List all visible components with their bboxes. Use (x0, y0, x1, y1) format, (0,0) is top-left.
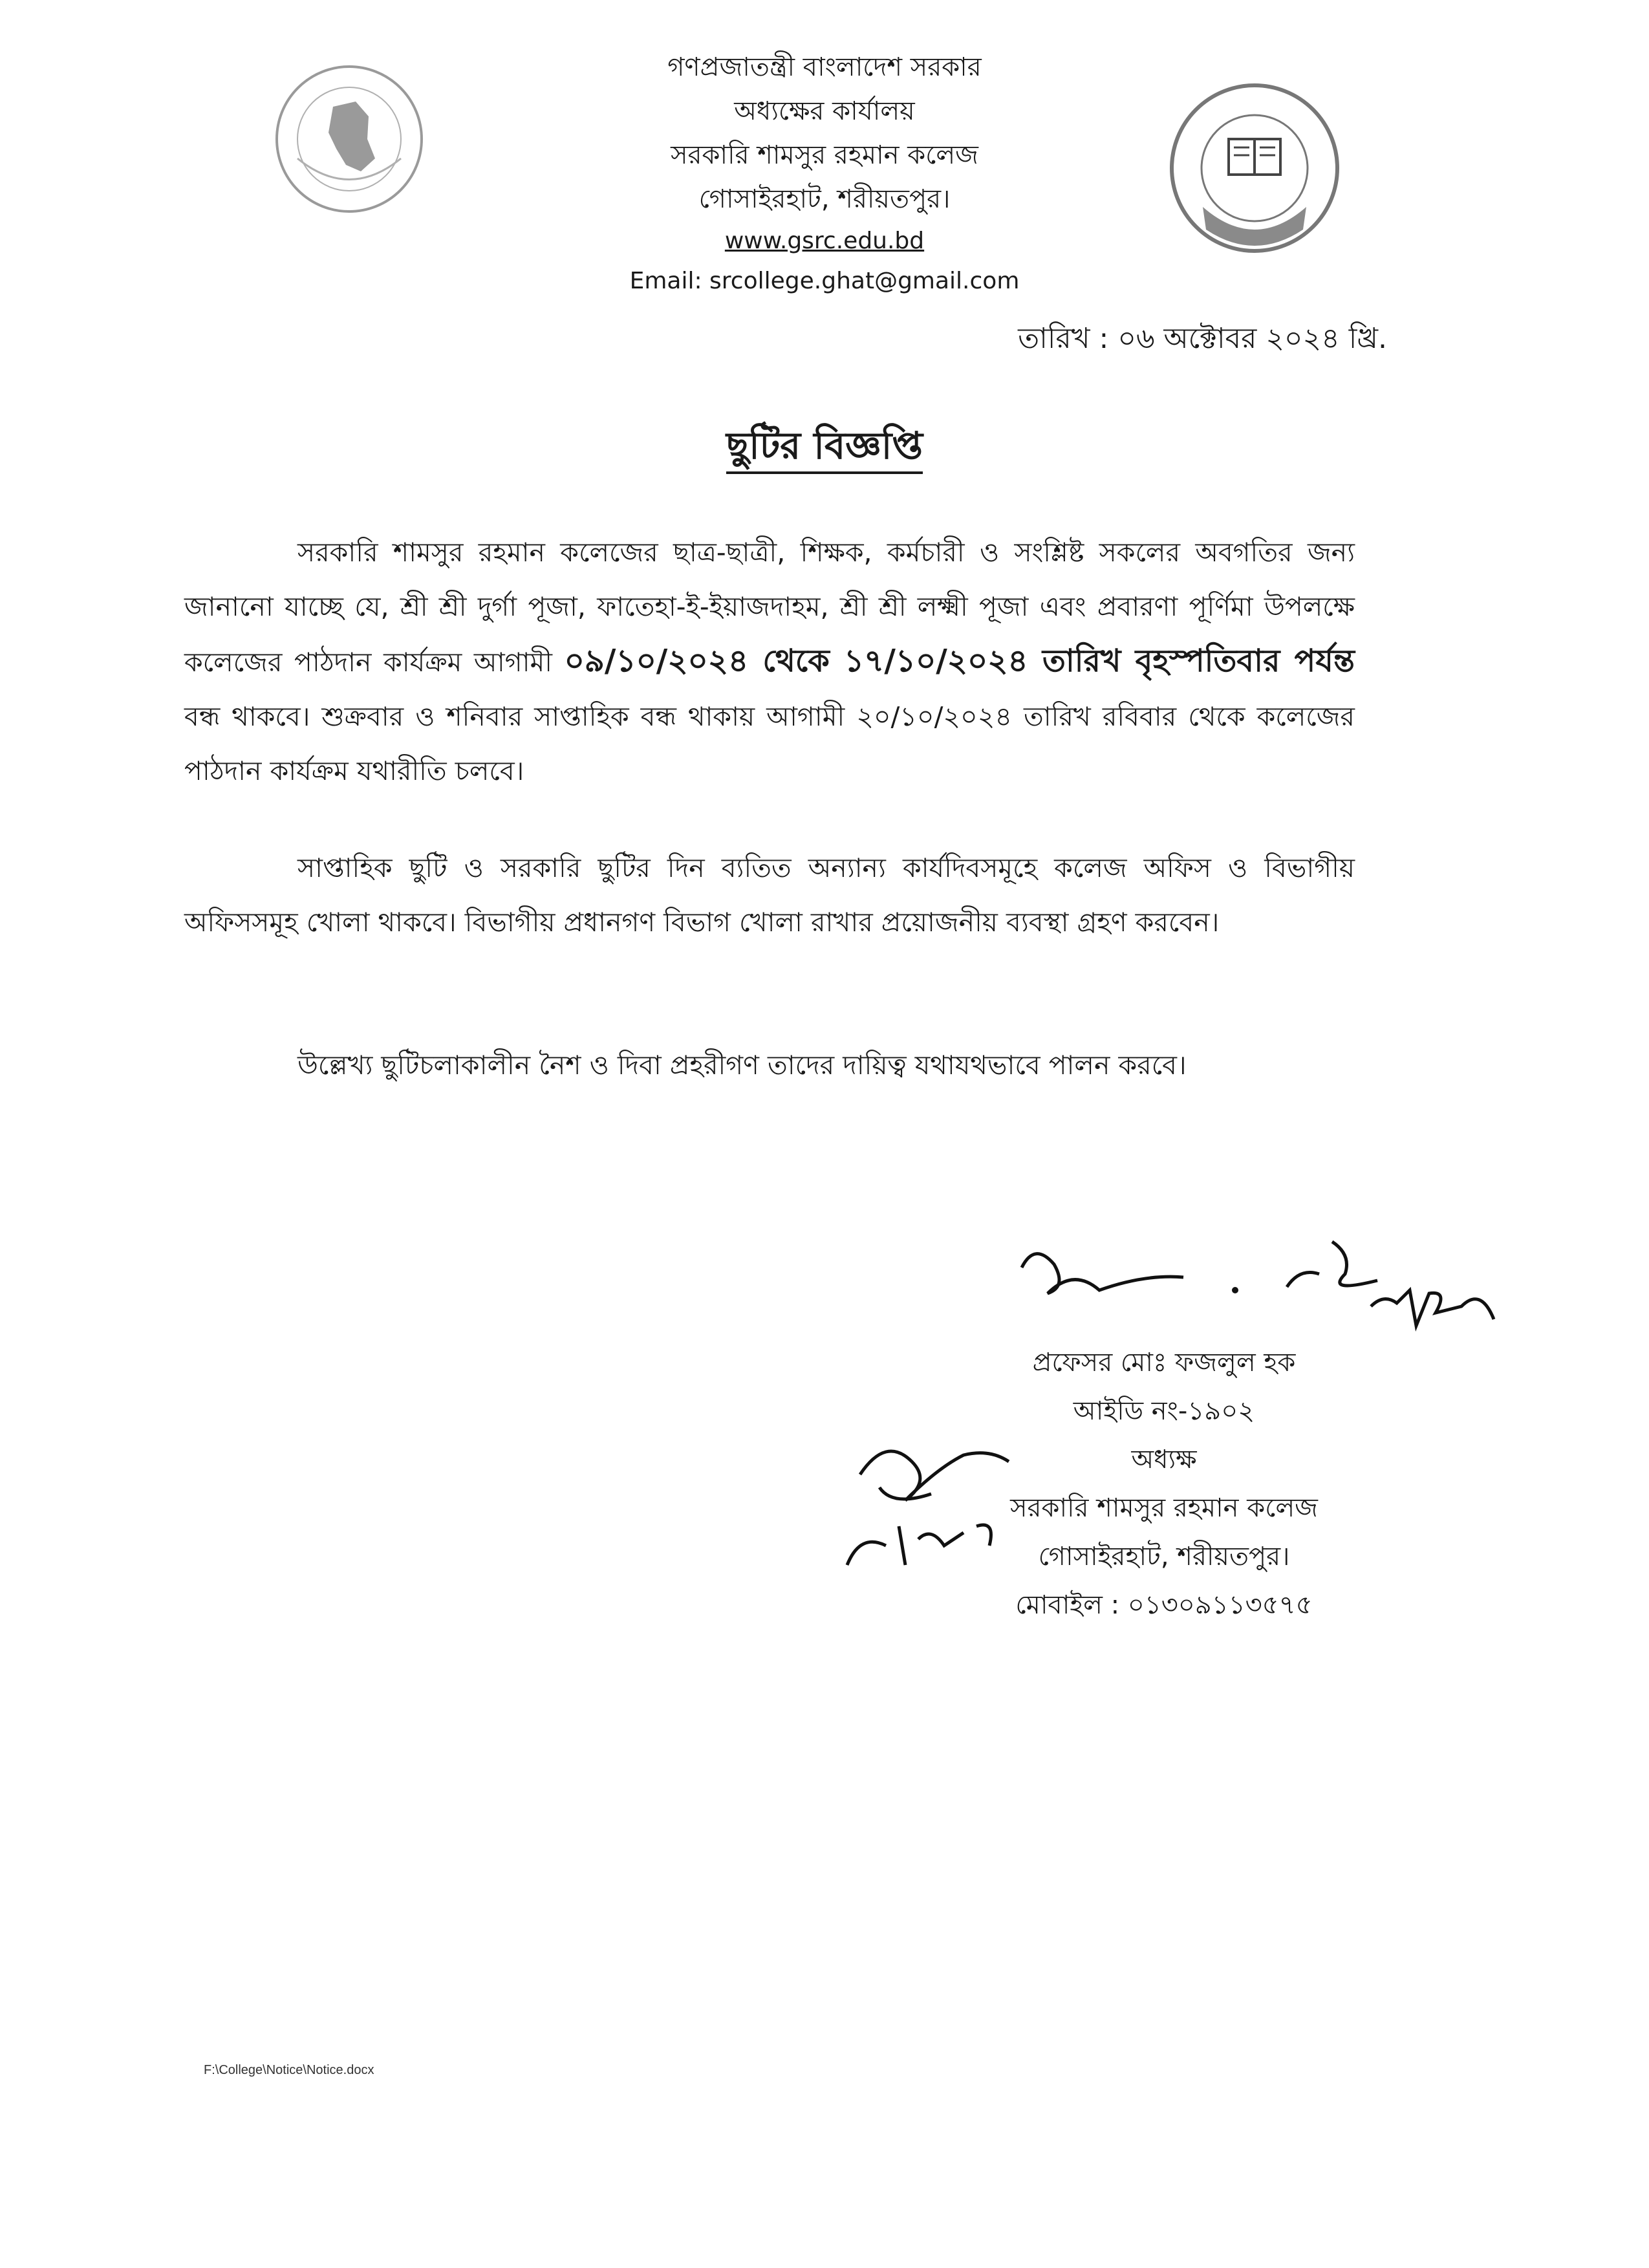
website-link[interactable]: www.gsrc.edu.bd (724, 228, 925, 254)
college-logo-book-icon (1164, 78, 1345, 259)
office-name: অধ্যক্ষের কার্যালয় (734, 96, 915, 126)
college-name: সরকারি শামসুর রহমান কলেজ (671, 140, 978, 170)
holiday-range-highlight: ০৯/১০/২০২৪ থেকে ১৭/১০/২০২৪ তারিখ বৃহস্পতিবার পর্যন্ত (564, 643, 1355, 679)
notice-title-text: ছুটির বিজ্ঞপ্তি (726, 424, 923, 474)
paragraph-guards-duty (184, 1038, 1355, 1092)
email-text: Email: srcollege.ghat@gmail.com (629, 268, 1020, 294)
signatory-id: আইডি নং-১৯০২ (1073, 1396, 1255, 1426)
paragraph3-text: উল্লেখ্য ছুটিচলাকালীন নৈশ ও দিবা প্রহরীগণ তাদের দায়িত্ব যথাযথভাবে পালন করবে। (297, 1050, 1187, 1081)
signatory-address: গোসাইরহাট, শরীয়তপুর। (1038, 1542, 1290, 1571)
letterhead (0, 45, 1649, 301)
file-path: F:\College\Notice\Notice.docx (204, 2063, 374, 2077)
notice-title (0, 417, 1649, 480)
paragraph1-part1: সরকারি শামসুর রহমান কলেজের ছাত্র-ছাত্রী, শিক্ষক, কর্মচারী ও সংশ্লিষ্ট সকলের অবগতির জন্য জানানো যাচ্ছে যে, শ্রী শ্রী দুর্গা পূজা, ফাতেহা-ই-ইয়াজদাহম, শ্রী শ্রী লক্ষ্মী পূজা এবং প্রবারণা পূর্ণিমা উপলক্ষে কলেজের পাঠদান কার্যক্রম আগামী (184, 537, 1355, 678)
govt-name: গণপ্রজাতন্ত্রী বাংলাদেশ সরকার (667, 52, 982, 82)
college-address: গোসাইরহাট, শরীয়তপুর। (698, 184, 951, 214)
bangladesh-government-seal-icon (272, 61, 427, 217)
paragraph1-part2: বন্ধ থাকবে। শুক্রবার ও শনিবার সাপ্তাহিক বন্ধ থাকায় আগামী ২০/১০/২০২৪ তারিখ রবিবার থেকে কলেজের পাঠদান কার্যক্রম যথারীতি চলবে। (184, 701, 1355, 786)
signatory-institution: সরকারি শামসুর রহমান কলেজ (1010, 1493, 1318, 1523)
paragraph2-text: সাপ্তাহিক ছুটি ও সরকারি ছুটির দিন ব্যতিত অন্যান্য কার্যদিবসমূহে কলেজ অফিস ও বিভাগীয় অফিসসমূহ খোলা থাকবে। বিভাগীয় প্রধানগণ বিভাগ খোলা রাখার প্রয়োজনীয় ব্যবস্থা গ্রহণ করবেন। (184, 852, 1355, 938)
paragraph-office-open (184, 841, 1355, 949)
notice-date: তারিখ : ০৬ অক্টোবর ২০২৪ খ্রি. (1018, 322, 1387, 355)
signatory-name: প্রফেসর মোঃ ফজলুল হক (1032, 1348, 1296, 1377)
second-signature-icon (834, 1423, 1041, 1591)
paragraph-holiday-dates (184, 525, 1355, 798)
signatory-designation: অধ্যক্ষ (1131, 1445, 1197, 1474)
signatory-mobile: মোবাইল : ০১৩০৯১১৩৫৭৫ (1015, 1590, 1313, 1620)
